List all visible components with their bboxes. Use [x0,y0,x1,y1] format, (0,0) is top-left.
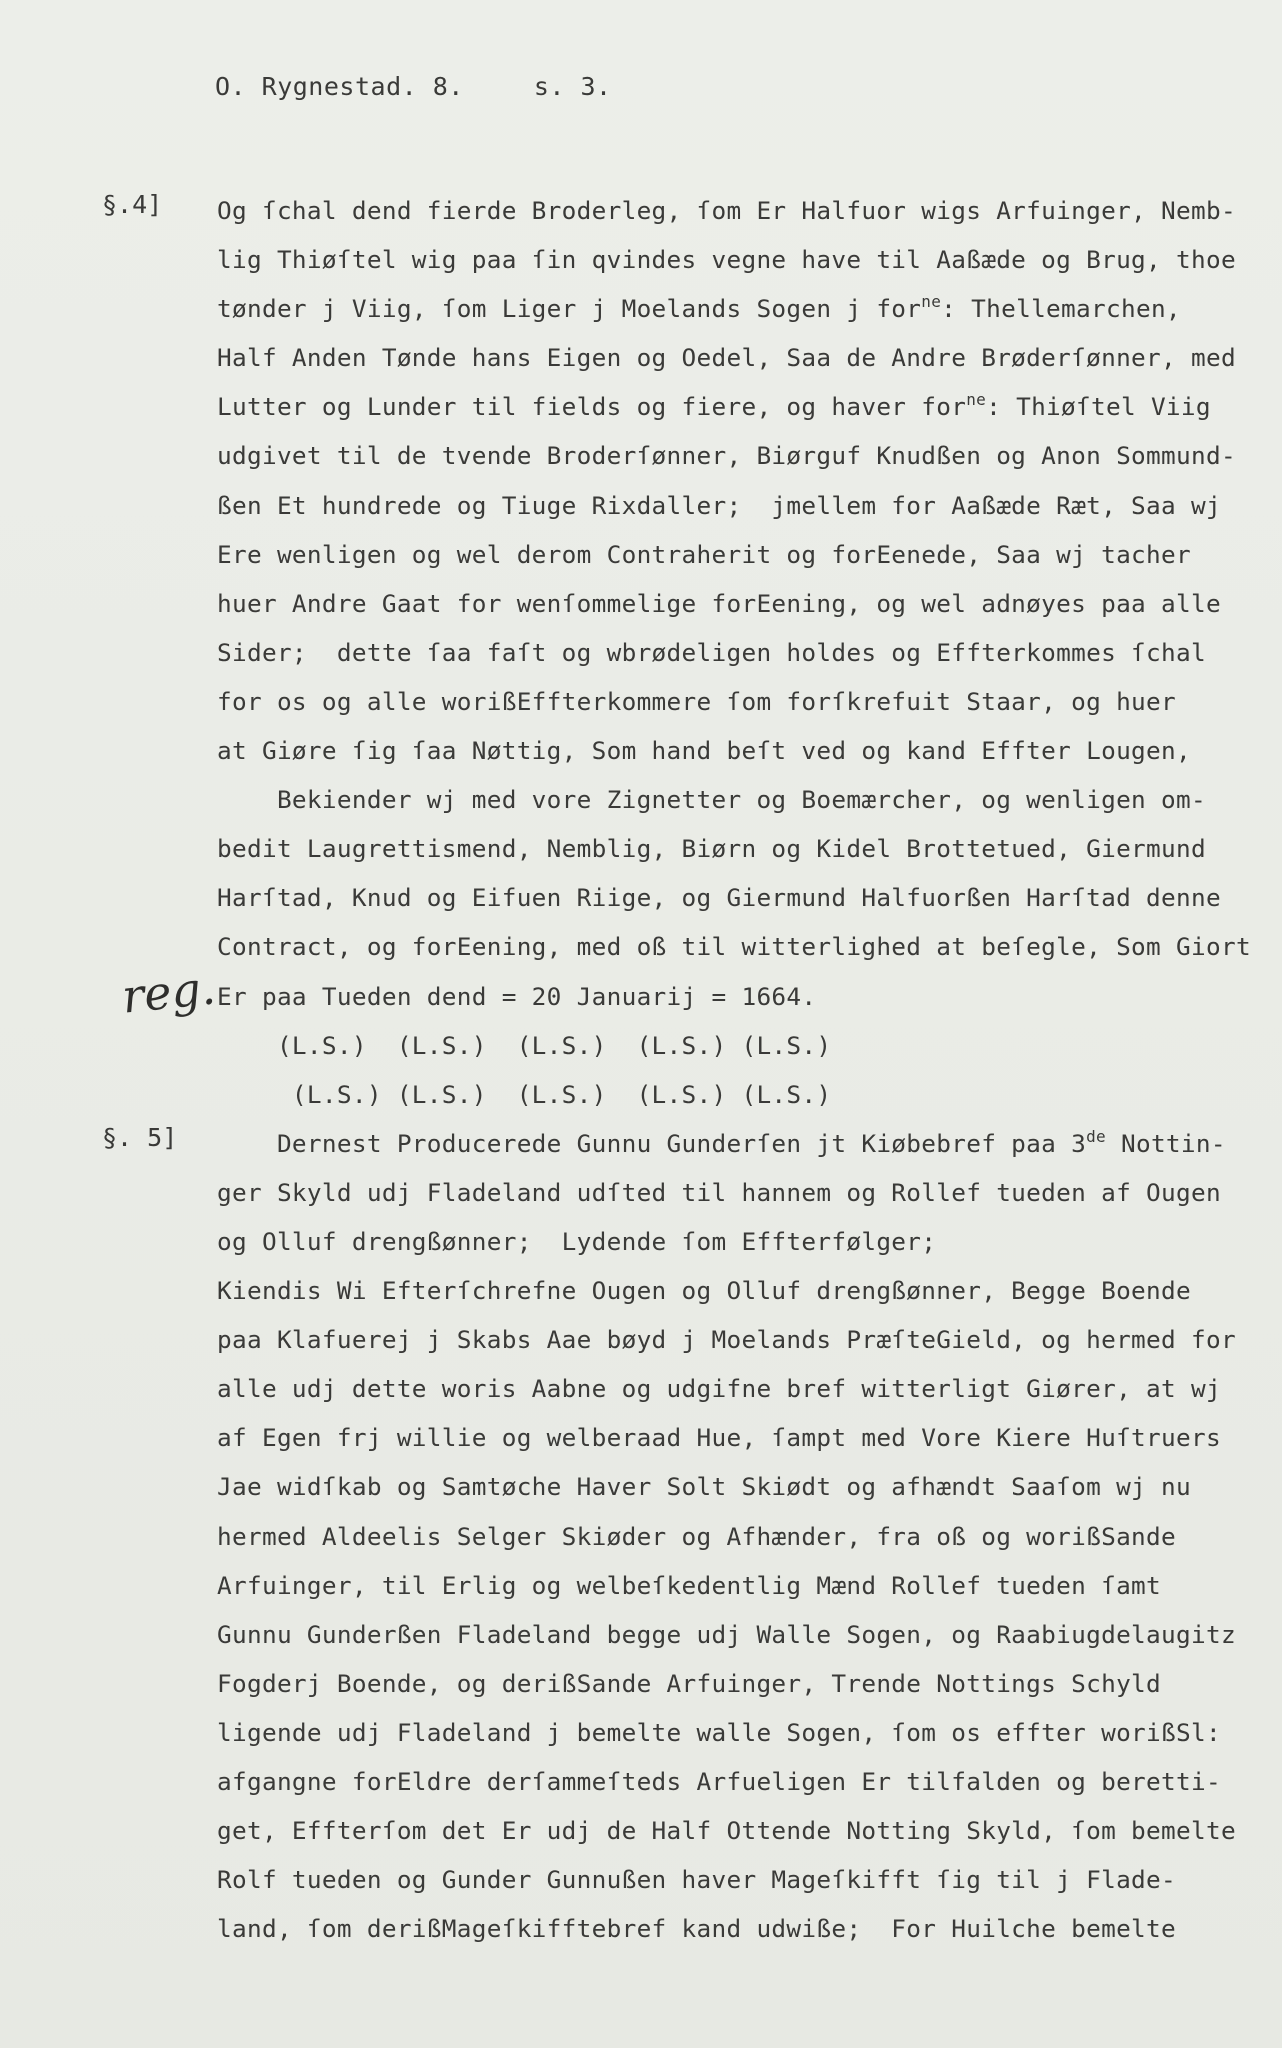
text-line: Gunnu Gunderßen Fladeland begge udj Walle Sogen, og Raabiugdelaugitz [217,1619,1236,1649]
header-title: O. Rygnestad. 8. [215,72,464,101]
text-line: ßen Et hundrede og Tiuge Rixdaller; jmellem for Aaßæde Ræt, Saa wj [217,490,1221,520]
text-line: udgivet til de tvende Broderſønner, Biørguf Knudßen og Anon Sommund- [217,441,1236,471]
text-line: land, ſom derißMageſkifftebref kand udwiße; For Huilche bemelte [217,1914,1177,1944]
text-line: lig Thiøſtel wig paa ſin qvindes vegne have til Aaßæde og Brug, thoe [217,245,1236,275]
text-line: at Giøre ſig ſaa Nøttig, Som hand beſt ved og kand Effter Lougen, [217,736,1191,766]
text-line: alle udj dette woris Aabne og udgifne bref witterligt Giører, at wj [217,1374,1221,1404]
text-line: Jae widſkab og Samtøche Haver Solt Skiødt og afhændt Saaſom wj nu [217,1472,1191,1502]
text-line: for os og alle worißEffterkommere ſom forſkrefuit Staar, og huer [217,686,1177,716]
text-line: afgangne forEldre derſammeſteds Arfueligen Er tilfalden og beretti- [217,1767,1221,1796]
text-line: Rolf tueden og Gunder Gunnußen haver Mageſkifft ſig til j Flade- [217,1865,1177,1895]
text-line: ligende udj Fladeland j bemelte walle Sogen, ſom os effter worißSl: [217,1717,1221,1747]
text-line: Og ſchal dend fierde Broderleg, ſom Er Halfuor wigs Arfuinger, Nemb- [217,196,1236,225]
text-line: tønder j Viig, ſom Liger j Moelands Sogen j for$^{ne}$: Thellemarchen, [217,292,1181,324]
marginal-section-5: §. 5] [102,1123,178,1152]
text-line: huer Andre Gaat for wenſommelige forEening, og wel adnøyes paa alle [217,588,1221,618]
text-line: Bekiender wj med vore Zignetter og Boemærcher, og wenligen om- [217,785,1206,815]
text-line: Ere wenligen og wel derom Contraherit og forEenede, Saa wj tacher [217,539,1191,569]
text-line: og Olluf drengßønner; Lydende ſom Effterfølger; [217,1226,937,1256]
text-line: bedit Laugrettismend, Nemblig, Biørn og Kidel Brottetued, Giermund [217,834,1206,864]
text-line: Fogderj Boende, og derißSande Arfuinger, Trende Nottings Schyld [217,1668,1162,1698]
header-page-number: s. 3. [533,72,612,101]
text-line: (L.S.) (L.S.) (L.S.) (L.S.) (L.S.) [217,1079,832,1109]
text-line: Kiendis Wi Efterſchrefne Ougen og Olluf drengßønner, Begge Boende [217,1276,1191,1306]
text-line: af Egen frj willie og welberaad Hue, ſampt med Vore Kiere Huſtruers [217,1423,1221,1453]
text-line: hermed Aldeelis Selger Skiøder og Afhænder, fra oß og worißSande [217,1521,1177,1551]
text-line: paa Klafuerej j Skabs Aae bøyd j Moelands PræſteGield, og hermed for [217,1325,1236,1355]
transcription-body [217,186,1251,1953]
text-line: Half Anden Tønde hans Eigen og Oedel, Saa de Andre Brøderſønner, med [217,343,1236,373]
text-line: Contract, og forEening, med oß til witterlighed at beſegle, Som Giort [217,932,1251,962]
text-line: get, Effterſom det Er udj de Half Ottende Notting Skyld, ſom bemelte [217,1816,1236,1846]
text-line: ger Skyld udj Fladeland udſted til hannem og Rollef tueden af Ougen [217,1177,1221,1207]
text-line: Er paa Tueden dend = 20 Januarij = 1664. [217,981,817,1011]
marginal-section-4: §.4] [102,190,163,219]
text-line: Harſtad, Knud og Eifuen Riige, og Giermund Halfuorßen Harſtad denne [217,883,1221,913]
text-line: Dernest Producerede Gunnu Gunderſen jt Kiøbebref paa 3de Nottin- [217,1126,1226,1158]
page-header [215,72,612,101]
handwritten-reg-note: reg. [119,960,218,1024]
text-line: Sider; dette ſaa faſt og wbrødeligen holdes og Effterkommes ſchal [217,637,1206,667]
text-line: (L.S.) (L.S.) (L.S.) (L.S.) (L.S.) [217,1030,832,1060]
text-line: Lutter og Lunder til fields og fiere, og haver for$^{ne}$: Thiøſtel Viig [217,390,1211,422]
text-line: Arfuinger, til Erlig og welbeſkedentlig Mænd Rollef tueden ſamt [217,1570,1162,1600]
